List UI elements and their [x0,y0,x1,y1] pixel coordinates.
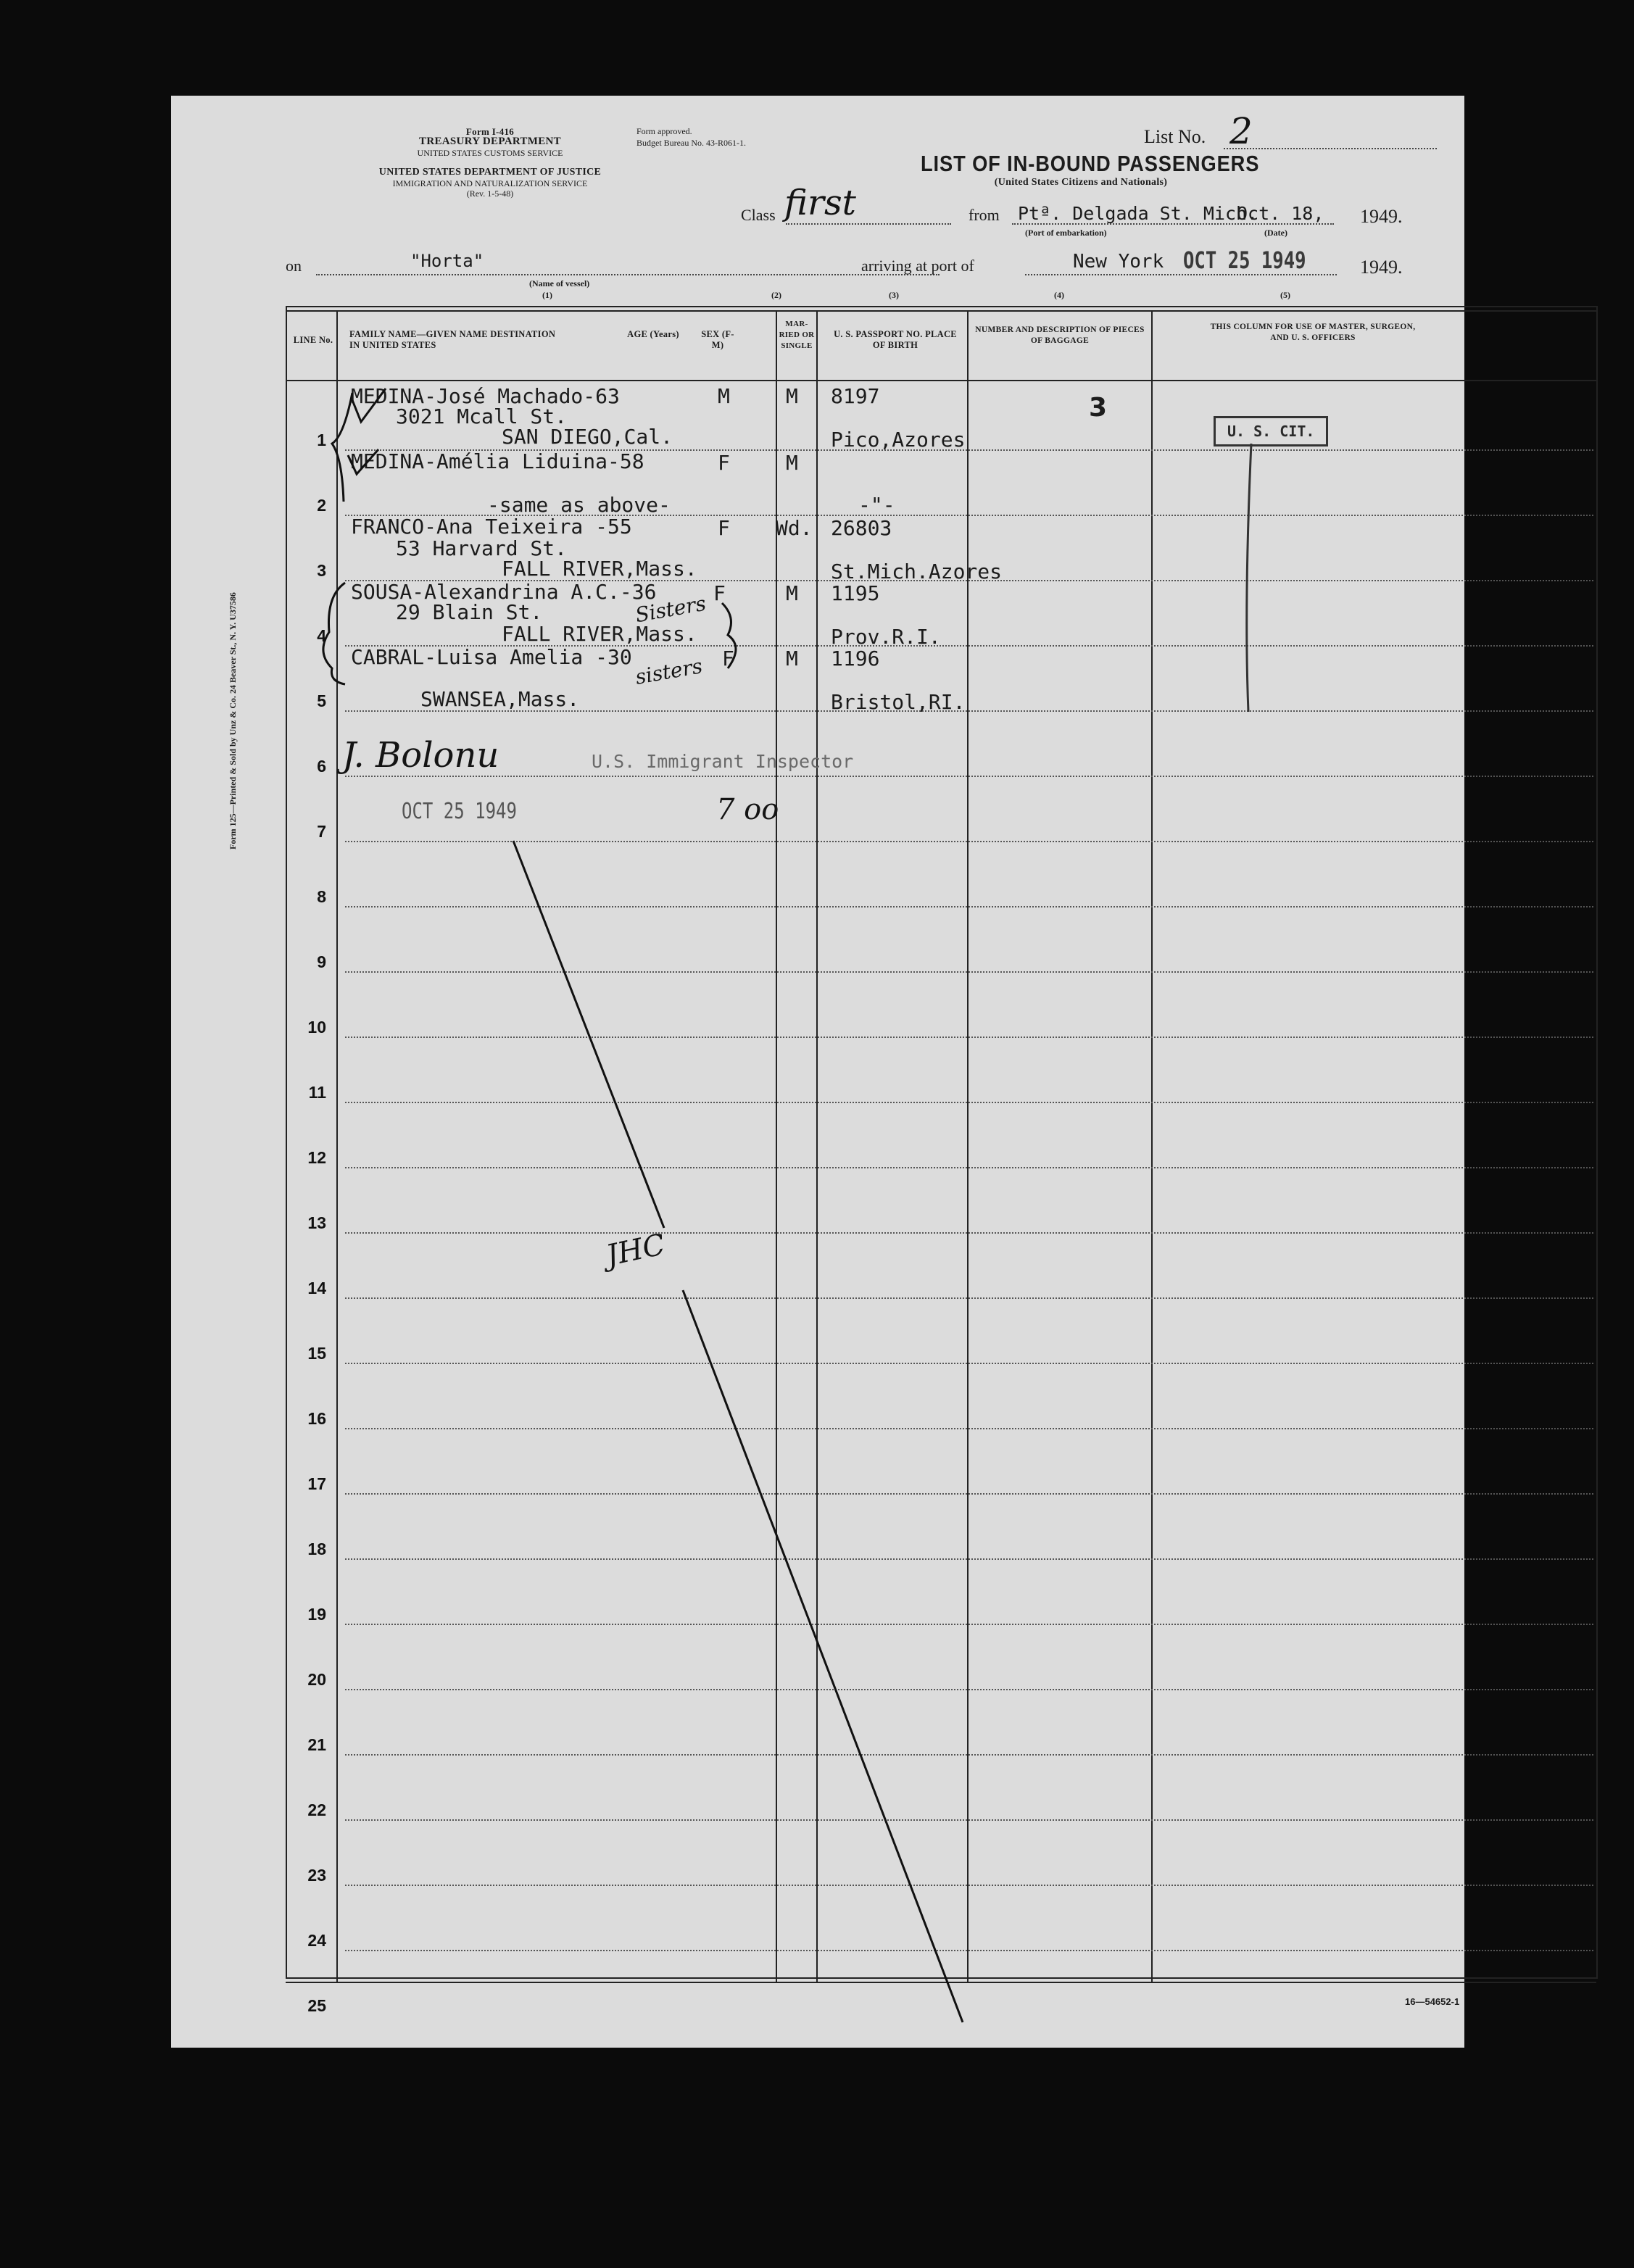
col-number-2: (2) [771,290,781,300]
handwritten-marks [171,96,1464,2048]
entry-destination: SWANSEA,Mass. [420,687,580,711]
col-head-name: FAMILY NAME—GIVEN NAME DESTINATION IN UNITED STATES [349,329,556,350]
vessel-col-number: (1) [542,290,552,300]
justice-dept: UNITED STATES DEPARTMENT OF JUSTICE [378,167,602,178]
line-number: 22 [307,1800,326,1819]
entry-address: 3021 Mcall St. [396,404,568,428]
line-number: 1 [317,431,326,449]
list-no-value: 2 [1229,110,1253,152]
line-number: 14 [307,1279,326,1297]
line-number: 11 [308,1083,326,1102]
entry-passport: 1196 [831,647,880,670]
entry-marital: M [786,581,798,605]
handwritten-note: 7 oo [716,793,779,826]
line-number: 5 [317,691,326,710]
cancel-line-upper [513,841,664,1228]
entry-marital: Wd. [776,516,813,540]
inspector-title-stamp: U.S. Immigrant Inspector [592,751,854,772]
entry-address: 53 Harvard St. [396,536,568,560]
entry-name: CABRAL-Luisa Amelia -30 [351,645,632,669]
year-2: 1949. [1360,257,1403,278]
line-number: 10 [307,1018,326,1037]
entry-sex: M [718,384,730,408]
revision: (Rev. 1-5-48) [466,188,514,199]
page-subtitle: (United States Citizens and Nationals) [994,177,1168,188]
entry-birthplace: Bristol,RI. [831,690,966,714]
vessel-name: "Horta" [410,251,484,271]
entry-name: FRANCO-Ana Teixeira -55 [351,515,632,539]
page-title: LIST OF IN-BOUND PASSENGERS [921,151,1260,176]
line-number: 6 [317,757,326,776]
inspection-date-stamp: OCT 25 1949 [402,799,517,824]
manifest-page [171,96,1464,2048]
entry-name: MEDINA-José Machado-63 [351,384,620,408]
line-number: 7 [317,822,326,841]
entry-passport: 26803 [831,516,892,540]
line-number: 21 [307,1735,326,1754]
line-number: 9 [317,952,326,971]
entry-address: 29 Blain St. [396,600,543,624]
entry-name: SOUSA-Alexandrina A.C.-36 [351,580,657,604]
entry-birthplace: St.Mich.Azores [831,560,1003,583]
cancel-line-lower [683,1290,963,2022]
line-number: 3 [317,561,326,580]
class-value: first [784,183,856,223]
entry-passport: 1195 [831,581,880,605]
entry-destination: FALL RIVER,Mass. [502,557,697,581]
date-caption: (Date) [1264,228,1287,238]
baggage-count: 3 [1089,393,1108,423]
ins-service: IMMIGRATION AND NATURALIZATION SERVICE [392,178,588,188]
line-number: 4 [317,626,326,645]
entry-ditto: -"- [858,493,895,517]
us-citizen-stamp: U. S. CIT. [1214,416,1328,446]
customs-service: UNITED STATES CUSTOMS SERVICE [417,148,563,158]
arrival-port: New York [1073,251,1164,273]
vessel-caption: (Name of vessel) [529,278,590,288]
footer-code: 16—54652-1 [1405,1996,1460,2007]
line-number: 18 [307,1540,326,1558]
year-1: 1949. [1360,206,1403,227]
col-head-baggage: NUMBER AND DESCRIPTION OF PIECES OF BAGGAGE [975,325,1145,345]
line-number: 25 [307,1996,326,2015]
col-number-3: (3) [889,290,899,300]
inspector-signature: J. Bolonu [342,735,499,776]
entry-birthplace: Pico,Azores [831,428,966,452]
line-number: 24 [307,1931,326,1950]
entry-sex: F [722,647,734,670]
col-head-sex: SEX (F-M) [701,329,734,350]
port-of-embarkation: Ptª. Delgada St. Mich. [1018,203,1258,224]
brace-line-1 [332,393,352,502]
col-head-passport: U. S. PASSPORT NO. PLACE OF BIRTH [834,329,957,350]
line-number: 19 [307,1605,326,1624]
handwritten-initials: JHC [603,1228,668,1273]
entry-destination: SAN DIEGO,Cal. [502,425,673,449]
col-head-officers: THIS COLUMN FOR USE OF MASTER, SURGEON, AND U. S. OFFICERS [1210,323,1416,342]
line-number: 20 [307,1670,326,1689]
col-number-4: (4) [1054,290,1064,300]
embarkation-date: Oct. 18, [1237,203,1324,224]
check-mark [348,449,378,474]
entry-sex: F [718,516,730,540]
form-approved: Form approved. [636,126,692,136]
entry-marital: M [786,647,798,670]
col-head-age: AGE (Years) [627,329,679,339]
entry-passport: 8197 [831,384,880,408]
treasury-dept: TREASURY DEPARTMENT [419,136,561,147]
list-no-label: List No. [1144,126,1206,147]
entry-destination: FALL RIVER,Mass. [502,622,697,646]
entry-sex: F [713,581,726,605]
entry-same-as-above: -same as above- [487,493,671,517]
entry-birthplace: Prov.R.I. [831,625,941,649]
arriving-label: arriving at port of [861,257,974,275]
officer-column-line [1247,444,1251,712]
entry-name: MEDINA-Amélia Liduina-58 [351,449,644,473]
arrival-date-stamp: OCT 25 1949 [1183,246,1306,274]
sisters-note: Sisters [633,591,708,628]
check-mark [352,389,386,422]
line-number: 17 [307,1474,326,1493]
on-label: on [286,257,302,275]
line-number: 8 [317,887,326,906]
budget-bureau: Budget Bureau No. 43-R061-1. [636,138,746,148]
line-number: 13 [307,1213,326,1232]
line-number: 12 [307,1148,326,1167]
col-number-5: (5) [1280,290,1290,300]
printer-imprint: Form 125—Printed & Sold by Unz & Co. 24 Beaver St., N. Y. U37586 [228,592,238,850]
sisters-note: sisters [633,654,705,689]
brace-line-4 [323,583,345,684]
entry-marital: M [786,384,798,408]
entry-sex: F [718,451,730,475]
line-number: 15 [307,1344,326,1363]
from-label: from [969,206,1000,224]
form-number: Form I-416 [465,126,515,137]
line-number: 23 [307,1866,326,1885]
col-head-line: LINE No. [293,335,333,345]
embarkation-caption: (Port of embarkation) [1025,228,1107,238]
line-number: 2 [317,496,326,515]
class-label: Class [741,206,776,224]
brace-right [722,603,736,668]
col-head-married: MAR-RIED OR SINGLE [779,320,815,350]
line-number: 16 [307,1409,326,1428]
entry-marital: M [786,451,798,475]
